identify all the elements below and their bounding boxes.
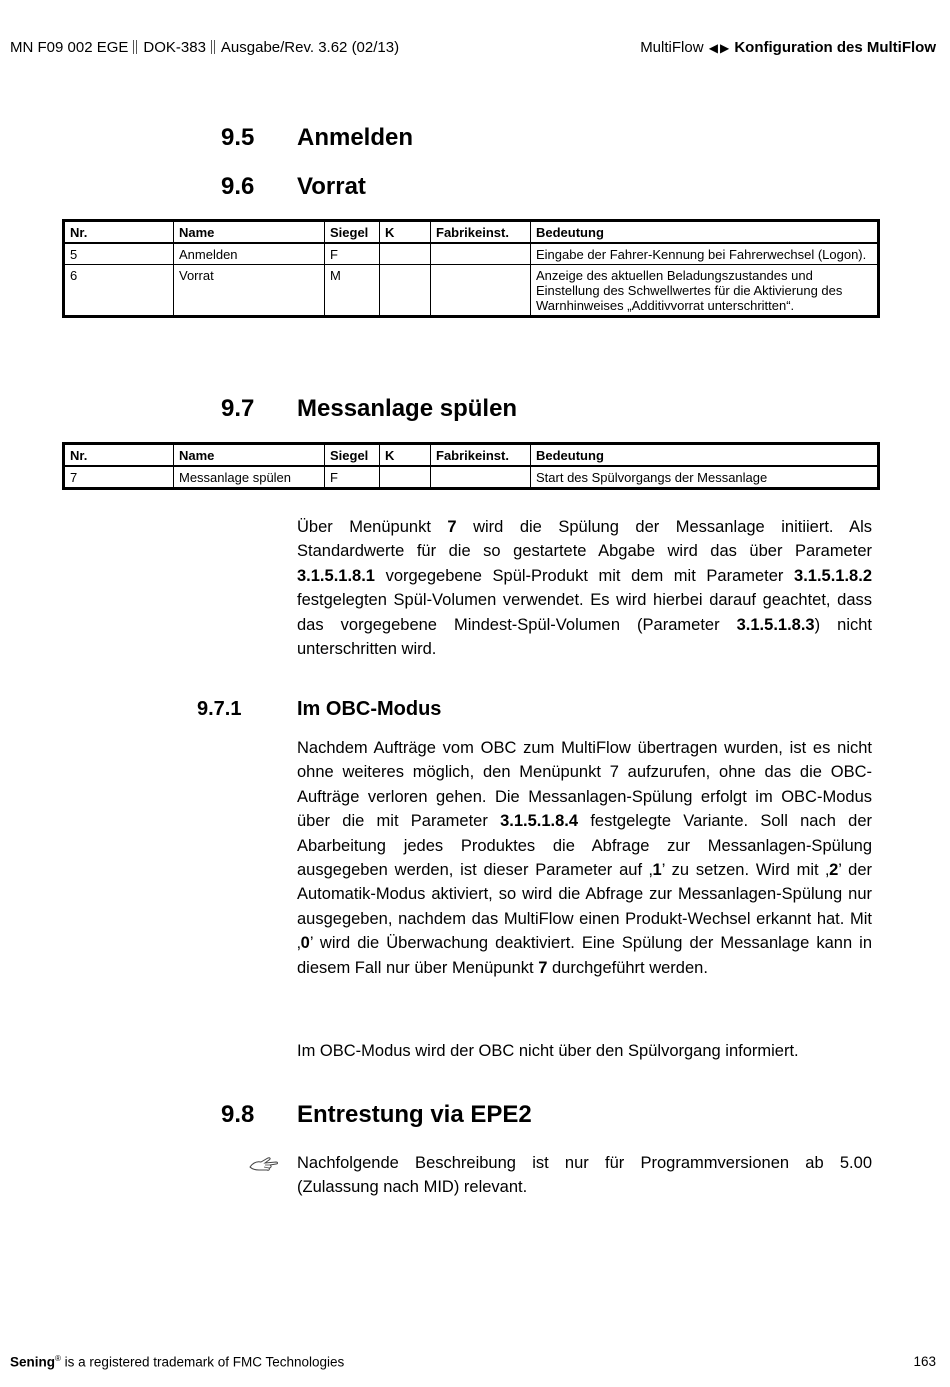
section-number: 9.7: [221, 395, 255, 422]
parameter-value: 0: [300, 934, 310, 953]
table-header-row: [64, 444, 879, 467]
cell-nr: 7: [64, 466, 174, 489]
parameter-ref: 3.1.5.1.8.1: [297, 566, 375, 585]
body-paragraph: [297, 515, 872, 661]
cell-k: [380, 265, 431, 317]
table-row: [64, 243, 879, 265]
col-header: Fabrikeinst.: [431, 221, 531, 244]
cell-fabrikeinst: [431, 243, 531, 265]
section-number: 9.6: [221, 173, 255, 200]
parameter-value: 2: [829, 861, 839, 880]
body-paragraph: [297, 736, 872, 980]
header-product: MultiFlow: [640, 39, 704, 56]
text-run: ) nicht unterschritten wird.: [297, 615, 872, 659]
text-run: ’ zu setzen. Wird mit ‚: [661, 861, 830, 880]
text-run: vorgegebene Spül-Produkt mit dem mit Parameter: [374, 566, 795, 585]
header-chapter-title: Konfiguration des MultiFlow: [734, 39, 936, 56]
triangle-left-icon: ◀: [708, 41, 718, 55]
cell-name: Vorrat: [174, 265, 325, 317]
table-row: [64, 466, 879, 489]
table-header-row: [64, 221, 879, 244]
doc-number: MN F09 002 EGE: [10, 39, 129, 56]
cell-nr: 6: [64, 265, 174, 317]
page-header-left: [10, 39, 399, 56]
note-text: Nachfolgende Beschreibung ist nur für Programmversionen ab 5.00 (Zulassung nach MID) relevant.: [297, 1154, 872, 1197]
triangle-right-icon: ▶: [719, 41, 730, 55]
col-header: Bedeutung: [531, 221, 879, 244]
subsection-number: 9.7.1: [197, 698, 242, 720]
col-header: Nr.: [64, 444, 174, 467]
cell-siegel: M: [325, 265, 380, 317]
cell-name: Messanlage spülen: [174, 466, 325, 489]
section-title: Vorrat: [297, 173, 366, 200]
text-run: Über Menüpunkt: [297, 518, 448, 536]
page-number: 163: [913, 1354, 936, 1369]
trademark-text: is a registered trademark of FMC Technologies: [60, 1354, 345, 1370]
cell-k: [380, 243, 431, 265]
brand-name: Sening: [10, 1354, 56, 1370]
pointing-hand-icon: [248, 1154, 282, 1172]
cell-siegel: F: [325, 243, 380, 265]
menu-number: 7: [538, 958, 548, 977]
section-title: Messanlage spülen: [297, 395, 518, 422]
body-paragraph: Im OBC-Modus wird der OBC nicht über den Spülvorgang informiert.: [297, 1042, 799, 1060]
section-title: Anmelden: [297, 124, 414, 151]
parameter-ref: 3.1.5.1.8.2: [794, 566, 872, 585]
col-header: Name: [174, 444, 325, 467]
registered-mark: ®: [55, 1354, 61, 1363]
cell-k: [380, 466, 431, 489]
parameter-ref: 3.1.5.1.8.3: [736, 615, 815, 634]
cell-bedeutung: Anzeige des aktuellen Beladungszustandes und Einstellung des Schwellwertes für die Aktivierung des Warnhinweises „Additivvorrat unterschritten“.: [531, 265, 879, 317]
cell-siegel: F: [325, 466, 380, 489]
col-header: Name: [174, 221, 325, 244]
cell-fabrikeinst: [431, 466, 531, 489]
doc-id: DOK-383: [143, 39, 206, 56]
cell-name: Anmelden: [174, 243, 325, 265]
text-run: Nachdem Aufträge vom OBC zum MultiFlow übertragen wurden, ist es nicht ohne weiteres möglich, den Menüpunkt 7 aufzurufen, ohne das die OBC-Aufträge verloren gehen. Die Messanlagen-Spülung erfolgt im OBC-Modus über die mit Parameter: [297, 739, 872, 831]
cell-bedeutung: Start des Spülvorgangs der Messanlage: [531, 466, 879, 489]
text-run: durchgeführt werden.: [547, 958, 708, 977]
parameter-value: 1: [652, 861, 662, 880]
text-run: festgelegten Spül-Volumen verwendet. Es wird hierbei darauf geachtet, dass das vorgegebene Mindest-Spül-Volumen (Parameter: [297, 591, 872, 634]
text-run: ’ der Automatik-Modus aktiviert, so wird die Abfrage zur Messanlagen-Spülung nur ausgegeben, nachdem das MultiFlow einen Produkt-Wechsel erkannt hat. Mit ‚: [297, 861, 872, 953]
text-run: ’ wird die Überwachung deaktiviert. Eine Spülung der Messanlage kann in diesem Fall nur über Menüpunkt: [297, 934, 872, 977]
col-header: Nr.: [64, 221, 174, 244]
cell-fabrikeinst: [431, 265, 531, 317]
col-header: Fabrikeinst.: [431, 444, 531, 467]
page-footer-trademark: [10, 1354, 344, 1370]
doc-revision: Ausgabe/Rev. 3.62 (02/13): [220, 39, 400, 56]
parameter-table: [62, 442, 880, 490]
col-header: Bedeutung: [531, 444, 879, 467]
table-row: [64, 265, 879, 317]
cell-bedeutung: Eingabe der Fahrer-Kennung bei Fahrerwechsel (Logon).: [531, 243, 879, 265]
separator: [210, 39, 216, 56]
menu-number: 7: [447, 518, 457, 536]
col-header: K: [380, 221, 431, 244]
page-header-right: [640, 39, 936, 56]
parameter-table: [62, 219, 880, 318]
col-header: K: [380, 444, 431, 467]
separator: [132, 39, 138, 56]
col-header: Siegel: [325, 444, 380, 467]
section-number: 9.8: [221, 1101, 255, 1128]
parameter-ref: 3.1.5.1.8.4: [500, 812, 579, 831]
subsection-title: Im OBC-Modus: [297, 698, 442, 720]
col-header: Siegel: [325, 221, 380, 244]
cell-nr: 5: [64, 243, 174, 265]
text-run: wird die Spülung der Messanlage initiiert. Als Standardwerte für die so gestartete Abgabe wird das über Parameter: [297, 518, 872, 561]
text-run: festgelegte Variante. Soll nach der Abarbeitung jedes Produktes die Abfrage zur Messanlagen-Spülung ausgegeben werden, ist dieser Parameter auf ‚: [297, 812, 873, 880]
section-number: 9.5: [221, 124, 255, 151]
section-title: Entrestung via EPE2: [297, 1101, 532, 1128]
